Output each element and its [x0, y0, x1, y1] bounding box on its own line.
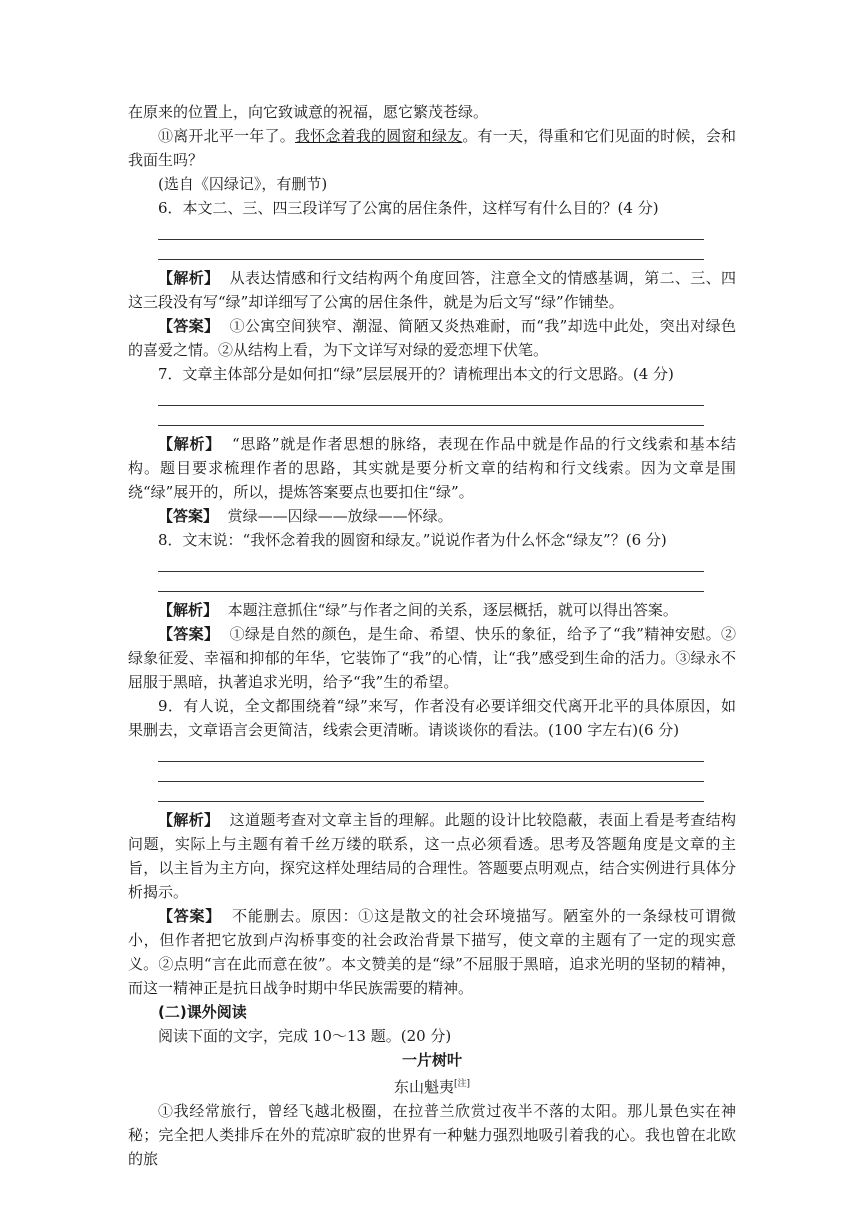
- answer-line: [158, 240, 704, 260]
- analysis-label: 【解析】: [158, 811, 220, 829]
- q7-answer: [128, 504, 736, 528]
- p11-prefix: ⑪离开北平一年了。: [158, 127, 295, 145]
- q9-analysis: [128, 808, 736, 904]
- analysis-label: 【解析】: [158, 601, 219, 619]
- question-9: 9．有人说，全文都围绕着“绿”来写，作者没有必要详细交代离开北平的具体原因，如果删去，文章语言会更简洁，线索会更清晰。请谈谈你的看法。(100 字左右)(6 分): [128, 697, 736, 739]
- q7-answer-text: 赏绿——囚绿——放绿——怀绿。: [227, 507, 453, 525]
- q8-analysis: [128, 598, 736, 622]
- q6-answer: [128, 314, 736, 362]
- answer-line: [158, 406, 704, 426]
- question-8: 8．文末说：“我怀念着我的圆窗和绿友。”说说作者为什么怀念“绿友”？(6 分): [158, 531, 667, 549]
- q7-analysis-text: “思路”就是作者思想的脉络，表现在作品中就是作品的行文线索和基本结构。题目要求梳理作者的思路，其实就是要分析文章的结构和行文线索。因为文章是围绕“绿”展开的，所以，提炼答案要点也要扣住“绿”。: [128, 435, 736, 501]
- article-author: [128, 1072, 736, 1099]
- author-footnote-mark: [注]: [453, 1079, 471, 1089]
- question-7: 7．文章主体部分是如何扣“绿”层层展开的？请梳理出本文的行文思路。(4 分): [158, 365, 674, 383]
- passage-source: (选自《囚绿记》，有删节): [158, 175, 328, 193]
- answer-line: [158, 220, 704, 240]
- q8-analysis-text: 本题注意抓住“绿”与作者之间的关系，逐层概括，就可以得出答案。: [227, 601, 678, 619]
- p11-underlined-sentence: 我怀念着我的圆窗和绿友: [294, 127, 463, 145]
- q9-analysis-text: 这道题考查对文章主旨的理解。此题的设计比较隐蔽，表面上看是考查结构问题，实际上与主题有着千丝万缕的联系，这一点必须看透。思考及答题角度是文章的主旨，以主旨为主方向，探究这样处理结局的合理性。答题要点明观点，结合实例进行具体分析揭示。: [128, 811, 736, 901]
- document-page: [128, 100, 736, 1171]
- answer-label: 【答案】: [158, 907, 222, 925]
- q6-answer-text: ①公寓空间狭窄、潮湿、简陋又炎热难耐，而“我”却选中此处，突出对绿色的喜爱之情。②从结构上看，为下文详写对绿的爱恋埋下伏笔。: [128, 317, 736, 359]
- author-name: 东山魁夷: [393, 1078, 454, 1096]
- answer-label: 【答案】: [158, 625, 220, 643]
- answer-line: [158, 386, 704, 406]
- q8-answer: [128, 622, 736, 694]
- passage-paragraph-10-end: 在原来的位置上，向它致诚意的祝福，愿它繁茂苍绿。: [128, 103, 489, 121]
- q7-analysis: [128, 432, 736, 504]
- q6-analysis: [128, 266, 736, 314]
- passage-paragraph-11: [128, 124, 736, 172]
- answer-line: [158, 742, 704, 762]
- article-paragraph-1: ①我经常旅行，曾经飞越北极圈，在拉普兰欣赏过夜半不落的太阳。那儿景色实在神秘；完全把人类排斥在外的荒凉旷寂的世界有一种魅力强烈地吸引着我的心。我也曾在北欧的旅: [128, 1102, 736, 1168]
- question-6: 6．本文二、三、四三段详写了公寓的居住条件，这样写有什么目的？(4 分): [158, 199, 659, 217]
- answer-line: [158, 572, 704, 592]
- section-instruction: 阅读下面的文字，完成 10～13 题。(20 分): [158, 1027, 452, 1045]
- answer-label: 【答案】: [158, 317, 220, 335]
- q6-analysis-text: 从表达情感和行文结构两个角度回答，注意全文的情感基调，第二、三、四这三段没有写“绿”却详细写了公寓的居住条件，就是为后文写“绿”作铺垫。: [128, 269, 736, 311]
- analysis-label: 【解析】: [158, 269, 220, 287]
- analysis-label: 【解析】: [158, 435, 221, 453]
- article-title: 一片树叶: [401, 1051, 462, 1069]
- q9-answer: [128, 904, 736, 1000]
- q9-answer-text: 不能删去。原因：①这是散文的社会环境描写。陋室外的一条绿枝可谓微小，但作者把它放到卢沟桥事变的社会政治背景下描写，使文章的主题有了一定的现实意义。②点明“言在此而意在彼”。本文赞美的是“绿”不屈服于黑暗，追求光明的坚韧的精神，而这一精神正是抗日战争时期中华民族需要的精神。: [128, 907, 736, 997]
- q8-answer-text: ①绿是自然的颜色，是生命、希望、快乐的象征，给予了“我”精神安慰。②绿象征爱、幸福和抑郁的年华，它装饰了“我”的心情，让“我”感受到生命的活力。③绿永不屈服于黑暗，执著追求光明，给予“我”生的希望。: [128, 625, 736, 691]
- answer-line: [158, 762, 704, 782]
- answer-line: [158, 552, 704, 572]
- answer-label: 【答案】: [158, 507, 219, 525]
- p11-suffix: 。有一天，得重和它们见面的时候，会和我面生吗？: [128, 127, 736, 169]
- section-heading: (二)课外阅读: [158, 1003, 247, 1021]
- answer-line: [158, 782, 704, 802]
